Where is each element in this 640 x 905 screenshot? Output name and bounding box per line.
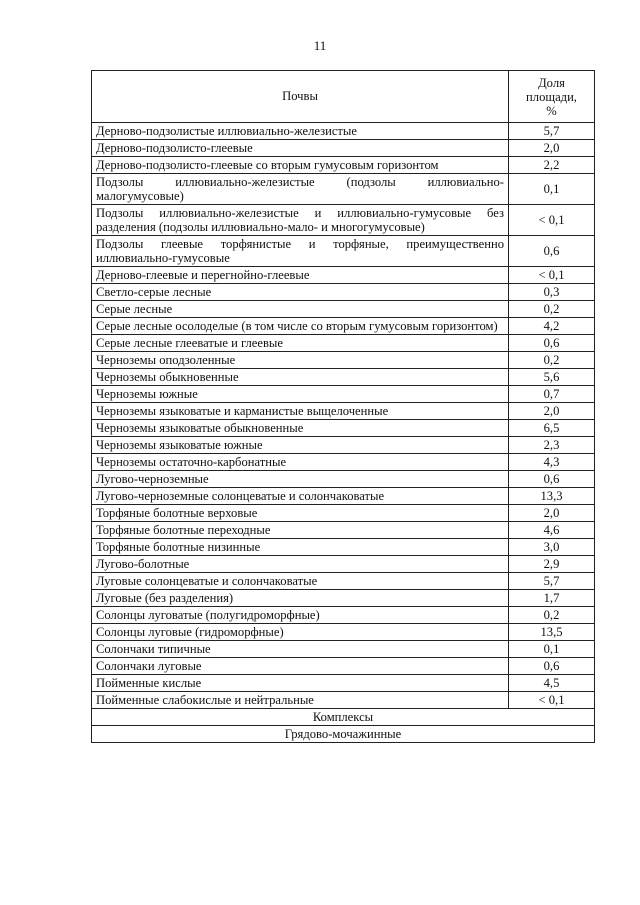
header-share-line-2: площади,	[526, 89, 577, 104]
area-share-value: 2,0	[509, 403, 595, 420]
soil-name: Солончаки луговые	[92, 658, 509, 675]
table-row	[92, 352, 595, 369]
section-row	[92, 709, 595, 726]
section-complexes: Комплексы	[92, 709, 595, 726]
area-share-value: 2,0	[509, 140, 595, 157]
area-share-value: 2,0	[509, 505, 595, 522]
area-share-value: 4,3	[509, 454, 595, 471]
table-row	[92, 318, 595, 335]
area-share-value: 0,2	[509, 301, 595, 318]
soil-name: Луговые (без разделения)	[92, 590, 509, 607]
soil-name: Черноземы оподзоленные	[92, 352, 509, 369]
section-row	[92, 726, 595, 743]
area-share-value: 2,3	[509, 437, 595, 454]
area-share-value: 0,1	[509, 174, 595, 205]
area-share-value: 0,2	[509, 607, 595, 624]
soil-name: Серые лесные	[92, 301, 509, 318]
table-row	[92, 369, 595, 386]
table-row	[92, 205, 595, 236]
soil-name: Дерново-подзолисто-глеевые со вторым гумусовым горизонтом	[92, 157, 509, 174]
area-share-value: < 0,1	[509, 692, 595, 709]
table-row	[92, 174, 595, 205]
soil-name: Подзолы иллювиально-железистые (подзолы иллювиально-малогумусовые)	[92, 174, 509, 205]
area-share-value: 0,6	[509, 471, 595, 488]
area-share-value: 0,7	[509, 386, 595, 403]
area-share-value: 0,6	[509, 335, 595, 352]
table-row	[92, 335, 595, 352]
soil-name: Пойменные слабокислые и нейтральные	[92, 692, 509, 709]
table-row	[92, 505, 595, 522]
area-share-value: < 0,1	[509, 267, 595, 284]
table-header-row	[92, 71, 595, 123]
area-share-value: 0,2	[509, 352, 595, 369]
area-share-value: 6,5	[509, 420, 595, 437]
soil-name: Черноземы обыкновенные	[92, 369, 509, 386]
area-share-value: 4,6	[509, 522, 595, 539]
soil-name: Черноземы языковатые южные	[92, 437, 509, 454]
area-share-value: 5,7	[509, 573, 595, 590]
table-row	[92, 140, 595, 157]
area-share-value: 2,9	[509, 556, 595, 573]
soil-name: Подзолы иллювиально-железистые и иллювиально-гумусовые без разделения (подзолы иллювиально-мало- и многогумусовые)	[92, 205, 509, 236]
table-row	[92, 157, 595, 174]
table-row	[92, 590, 595, 607]
soil-name: Черноземы южные	[92, 386, 509, 403]
soil-name: Серые лесные осолоделые (в том числе со вторым гумусовым горизонтом)	[92, 318, 509, 335]
soil-name: Торфяные болотные верховые	[92, 505, 509, 522]
area-share-value: 4,5	[509, 675, 595, 692]
table-row	[92, 301, 595, 318]
soil-name: Черноземы языковатые обыкновенные	[92, 420, 509, 437]
soil-name: Черноземы остаточно-карбонатные	[92, 454, 509, 471]
table-row	[92, 488, 595, 505]
soil-name: Торфяные болотные переходные	[92, 522, 509, 539]
soil-name: Солонцы луговатые (полугидроморфные)	[92, 607, 509, 624]
area-share-value: 5,7	[509, 123, 595, 140]
table-row	[92, 123, 595, 140]
soil-rows	[92, 123, 595, 709]
soil-name: Лугово-черноземные солонцеватые и солончаковатые	[92, 488, 509, 505]
area-share-value: 13,3	[509, 488, 595, 505]
table-row	[92, 539, 595, 556]
header-share-line-1: Доля	[538, 75, 565, 90]
table-row	[92, 284, 595, 301]
table-row	[92, 403, 595, 420]
soil-name: Светло-серые лесные	[92, 284, 509, 301]
soil-name: Пойменные кислые	[92, 675, 509, 692]
area-share-value: 0,1	[509, 641, 595, 658]
table-row	[92, 471, 595, 488]
area-share-value: 0,3	[509, 284, 595, 301]
table-row	[92, 454, 595, 471]
table-row	[92, 267, 595, 284]
soil-name: Лугово-болотные	[92, 556, 509, 573]
area-share-value: < 0,1	[509, 205, 595, 236]
table-row	[92, 437, 595, 454]
area-share-value: 3,0	[509, 539, 595, 556]
soil-name: Серые лесные глееватые и глеевые	[92, 335, 509, 352]
soil-table	[91, 70, 595, 743]
table-row	[92, 386, 595, 403]
table-row	[92, 692, 595, 709]
table-row	[92, 420, 595, 437]
soil-name: Дерново-подзолистые иллювиально-железистые	[92, 123, 509, 140]
header-soil: Почвы	[92, 71, 509, 123]
area-share-value: 5,6	[509, 369, 595, 386]
table-row	[92, 236, 595, 267]
area-share-value: 0,6	[509, 236, 595, 267]
area-share-value: 2,2	[509, 157, 595, 174]
area-share-value: 4,2	[509, 318, 595, 335]
soil-name: Солончаки типичные	[92, 641, 509, 658]
header-share-line-3: %	[546, 103, 557, 118]
area-share-value: 0,6	[509, 658, 595, 675]
page-number: 11	[313, 38, 327, 53]
table-row	[92, 624, 595, 641]
soil-name: Лугово-черноземные	[92, 471, 509, 488]
header-area-share	[509, 71, 595, 123]
soil-name: Дерново-глеевые и перегнойно-глеевые	[92, 267, 509, 284]
area-share-value: 1,7	[509, 590, 595, 607]
table-row	[92, 641, 595, 658]
soil-name: Луговые солонцеватые и солончаковатые	[92, 573, 509, 590]
area-share-value: 13,5	[509, 624, 595, 641]
soil-name: Солонцы луговые (гидроморфные)	[92, 624, 509, 641]
table-row	[92, 658, 595, 675]
soil-name: Черноземы языковатые и карманистые выщелоченные	[92, 403, 509, 420]
soil-name: Подзолы глеевые торфянистые и торфяные, преимущественно иллювиально-гумусовые	[92, 236, 509, 267]
table-row	[92, 607, 595, 624]
soil-name: Дерново-подзолисто-глеевые	[92, 140, 509, 157]
table-row	[92, 573, 595, 590]
table-row	[92, 675, 595, 692]
table-row	[92, 522, 595, 539]
section-ridge-hollow: Грядово-мочажинные	[92, 726, 595, 743]
table-row	[92, 556, 595, 573]
soil-name: Торфяные болотные низинные	[92, 539, 509, 556]
